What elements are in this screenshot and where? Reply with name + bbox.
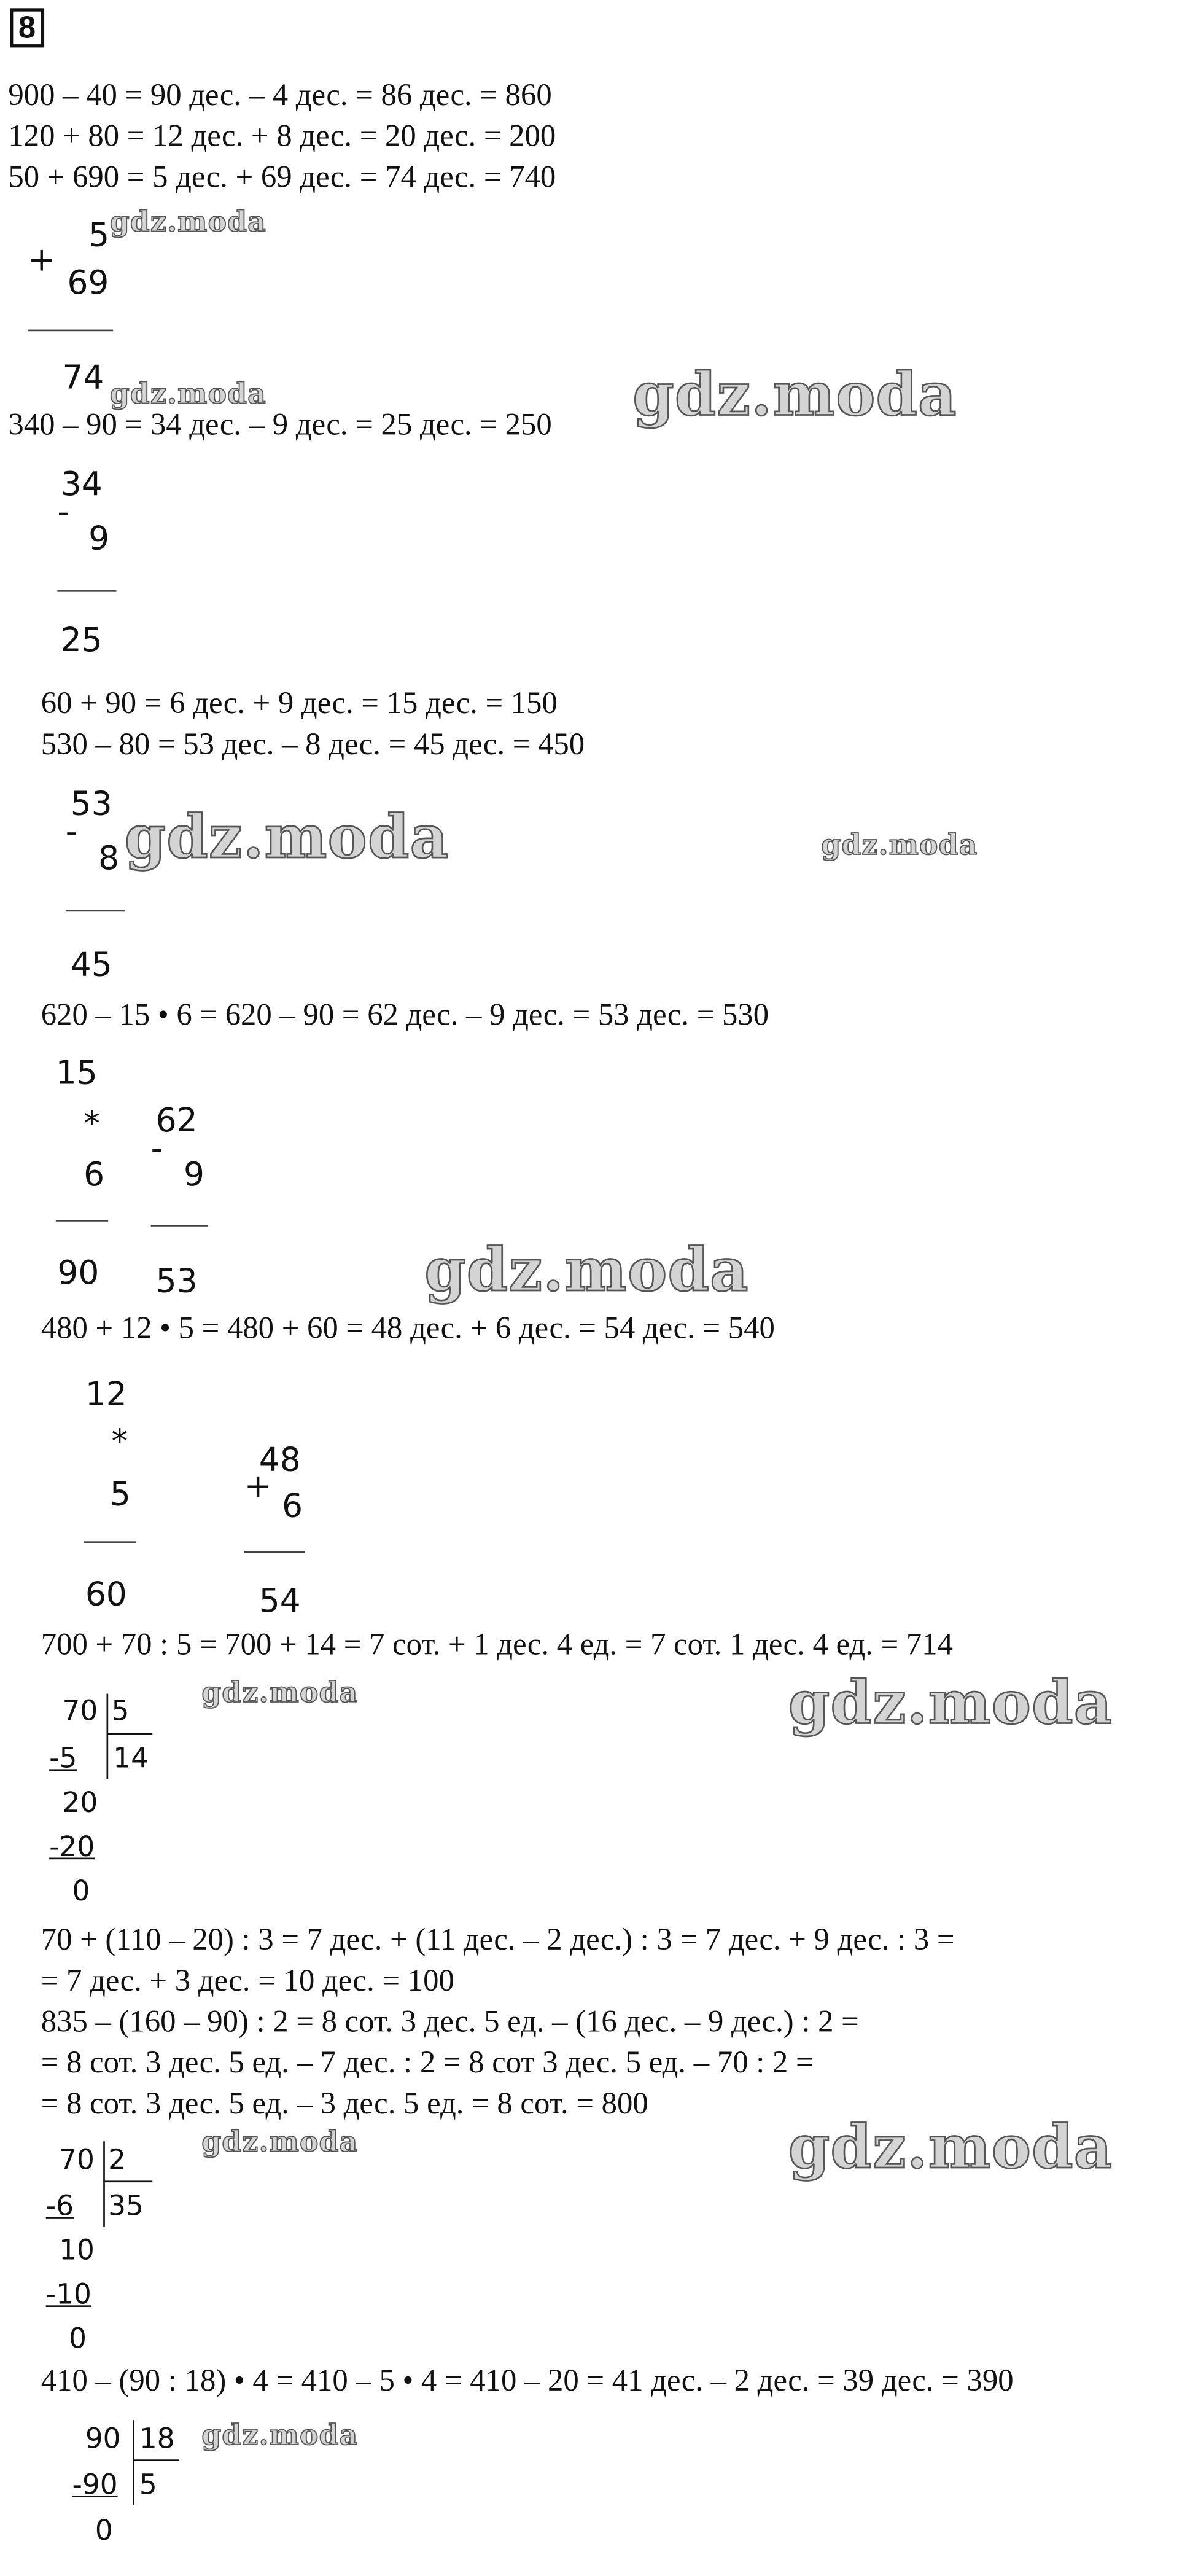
column-operand: 6 xyxy=(84,1154,105,1194)
division-dividend: 70 xyxy=(62,1695,98,1728)
watermark: gdz.moda xyxy=(109,378,267,412)
column-result: 74 xyxy=(62,357,104,397)
column-operand: 69 xyxy=(67,262,109,302)
watermark: gdz.moda xyxy=(201,1677,359,1711)
division-divisor: 2 xyxy=(108,2144,126,2178)
equation-line: = 8 сот. 3 дес. 5 ед. – 7 дес. : 2 = 8 сот 3 дес. 5 ед. – 70 : 2 = xyxy=(41,2046,814,2081)
column-operand: 62 xyxy=(155,1100,198,1140)
column-operator: - xyxy=(65,811,78,851)
equation-line: 480 + 12 • 5 = 480 + 60 = 48 дес. + 6 дес. = 54 дес. = 540 xyxy=(41,1311,775,1346)
division-divisor: 18 xyxy=(139,2423,175,2456)
division-rule xyxy=(103,2180,152,2182)
column-operand: 8 xyxy=(98,838,120,878)
column-result: 60 xyxy=(85,1574,127,1614)
division-divisor: 5 xyxy=(111,1695,130,1728)
column-result: 54 xyxy=(259,1580,301,1620)
equation-line: 60 + 90 = 6 дес. + 9 дес. = 15 дес. = 150 xyxy=(41,687,558,722)
division-bar xyxy=(133,2420,134,2505)
watermark: gdz.moda xyxy=(632,361,957,430)
column-rule xyxy=(244,1551,305,1553)
division-remainder: 0 xyxy=(69,2323,87,2357)
equation-line: 900 – 40 = 90 дес. – 4 дес. = 86 дес. = 860 xyxy=(8,79,552,114)
division-rule xyxy=(133,2459,179,2461)
watermark: gdz.moda xyxy=(201,2420,359,2453)
column-operator: + xyxy=(28,239,56,279)
equation-line: = 8 сот. 3 дес. 5 ед. – 3 дес. 5 ед. = 8 сот. = 800 xyxy=(41,2087,648,2122)
division-subtrahend: -6 xyxy=(45,2190,74,2223)
column-rule xyxy=(66,910,125,912)
column-operand: 9 xyxy=(88,518,110,558)
column-result: 45 xyxy=(70,944,112,984)
equation-line: 410 – (90 : 18) • 4 = 410 – 5 • 4 = 410 – 20 = 41 дес. – 2 дес. = 39 дес. = 390 xyxy=(41,2364,1014,2399)
watermark: gdz.moda xyxy=(788,2113,1113,2183)
equation-line: = 7 дес. + 3 дес. = 10 дес. = 100 xyxy=(41,1964,454,1999)
column-operand: 15 xyxy=(55,1052,98,1092)
watermark: gdz.moda xyxy=(821,829,978,863)
division-bar xyxy=(103,2141,105,2227)
column-rule xyxy=(57,590,116,592)
watermark: gdz.moda xyxy=(109,206,267,240)
equation-line: 120 + 80 = 12 дес. + 8 дес. = 20 дес. = 200 xyxy=(8,119,556,154)
division-subtrahend: -20 xyxy=(49,1831,95,1865)
equation-line: 70 + (110 – 20) : 3 = 7 дес. + (11 дес. – 2 дес.) : 3 = 7 дес. + 9 дес. : 3 = xyxy=(41,1923,955,1958)
column-operand: 48 xyxy=(259,1439,301,1479)
column-operand: 5 xyxy=(88,214,110,254)
column-operand: 53 xyxy=(70,784,112,824)
division-dividend: 70 xyxy=(59,2144,95,2178)
division-quotient: 35 xyxy=(108,2190,144,2223)
column-result: 53 xyxy=(155,1260,198,1300)
equation-line: 835 – (160 – 90) : 2 = 8 сот. 3 дес. 5 ед. – (16 дес. – 9 дес.) : 2 = xyxy=(41,2005,859,2040)
equation-line: 530 – 80 = 53 дес. – 8 дес. = 45 дес. = 450 xyxy=(41,728,585,763)
division-subtrahend: -10 xyxy=(45,2279,91,2312)
column-rule xyxy=(84,1541,136,1543)
division-quotient: 14 xyxy=(113,1743,149,1776)
division-subtrahend: -5 xyxy=(49,1743,77,1776)
column-rule xyxy=(56,1220,108,1222)
equation-line: 50 + 690 = 5 дес. + 69 дес. = 74 дес. = 740 xyxy=(8,160,556,195)
column-operand: 34 xyxy=(60,464,103,504)
column-operand: 12 xyxy=(85,1374,127,1414)
column-operand: 9 xyxy=(183,1154,204,1194)
column-operator: * xyxy=(111,1421,128,1461)
division-remainder: 0 xyxy=(72,1875,90,1909)
division-bar xyxy=(107,1694,109,1779)
watermark: gdz.moda xyxy=(424,1236,749,1305)
division-remainder: 0 xyxy=(95,2515,113,2548)
equation-line: 620 – 15 • 6 = 620 – 90 = 62 дес. – 9 дес. = 53 дес. = 530 xyxy=(41,998,769,1033)
watermark: gdz.moda xyxy=(788,1669,1113,1738)
watermark: gdz.moda xyxy=(124,803,449,873)
watermark: gdz.moda xyxy=(201,2126,359,2160)
task-number-badge: 8 xyxy=(10,8,44,47)
column-result: 90 xyxy=(57,1252,99,1292)
division-subtrahend: -90 xyxy=(72,2469,118,2502)
column-operator: - xyxy=(150,1128,163,1168)
division-remainder: 20 xyxy=(62,1787,98,1821)
division-quotient: 5 xyxy=(139,2469,157,2502)
column-operand: 5 xyxy=(109,1473,131,1513)
division-dividend: 90 xyxy=(85,2423,121,2456)
column-operator: - xyxy=(57,491,69,531)
division-remainder: 10 xyxy=(59,2234,95,2268)
column-rule xyxy=(28,330,113,332)
equation-line: 340 – 90 = 34 дес. – 9 дес. = 25 дес. = 250 xyxy=(8,408,552,443)
equation-line: 700 + 70 : 5 = 700 + 14 = 7 сот. + 1 дес. 4 ед. = 7 сот. 1 дес. 4 ед. = 714 xyxy=(41,1628,953,1663)
column-result: 25 xyxy=(60,620,103,660)
column-operand: 6 xyxy=(282,1485,303,1525)
column-operator: + xyxy=(244,1466,272,1505)
column-operator: * xyxy=(84,1103,100,1143)
column-rule xyxy=(151,1225,208,1227)
division-rule xyxy=(107,1733,153,1735)
